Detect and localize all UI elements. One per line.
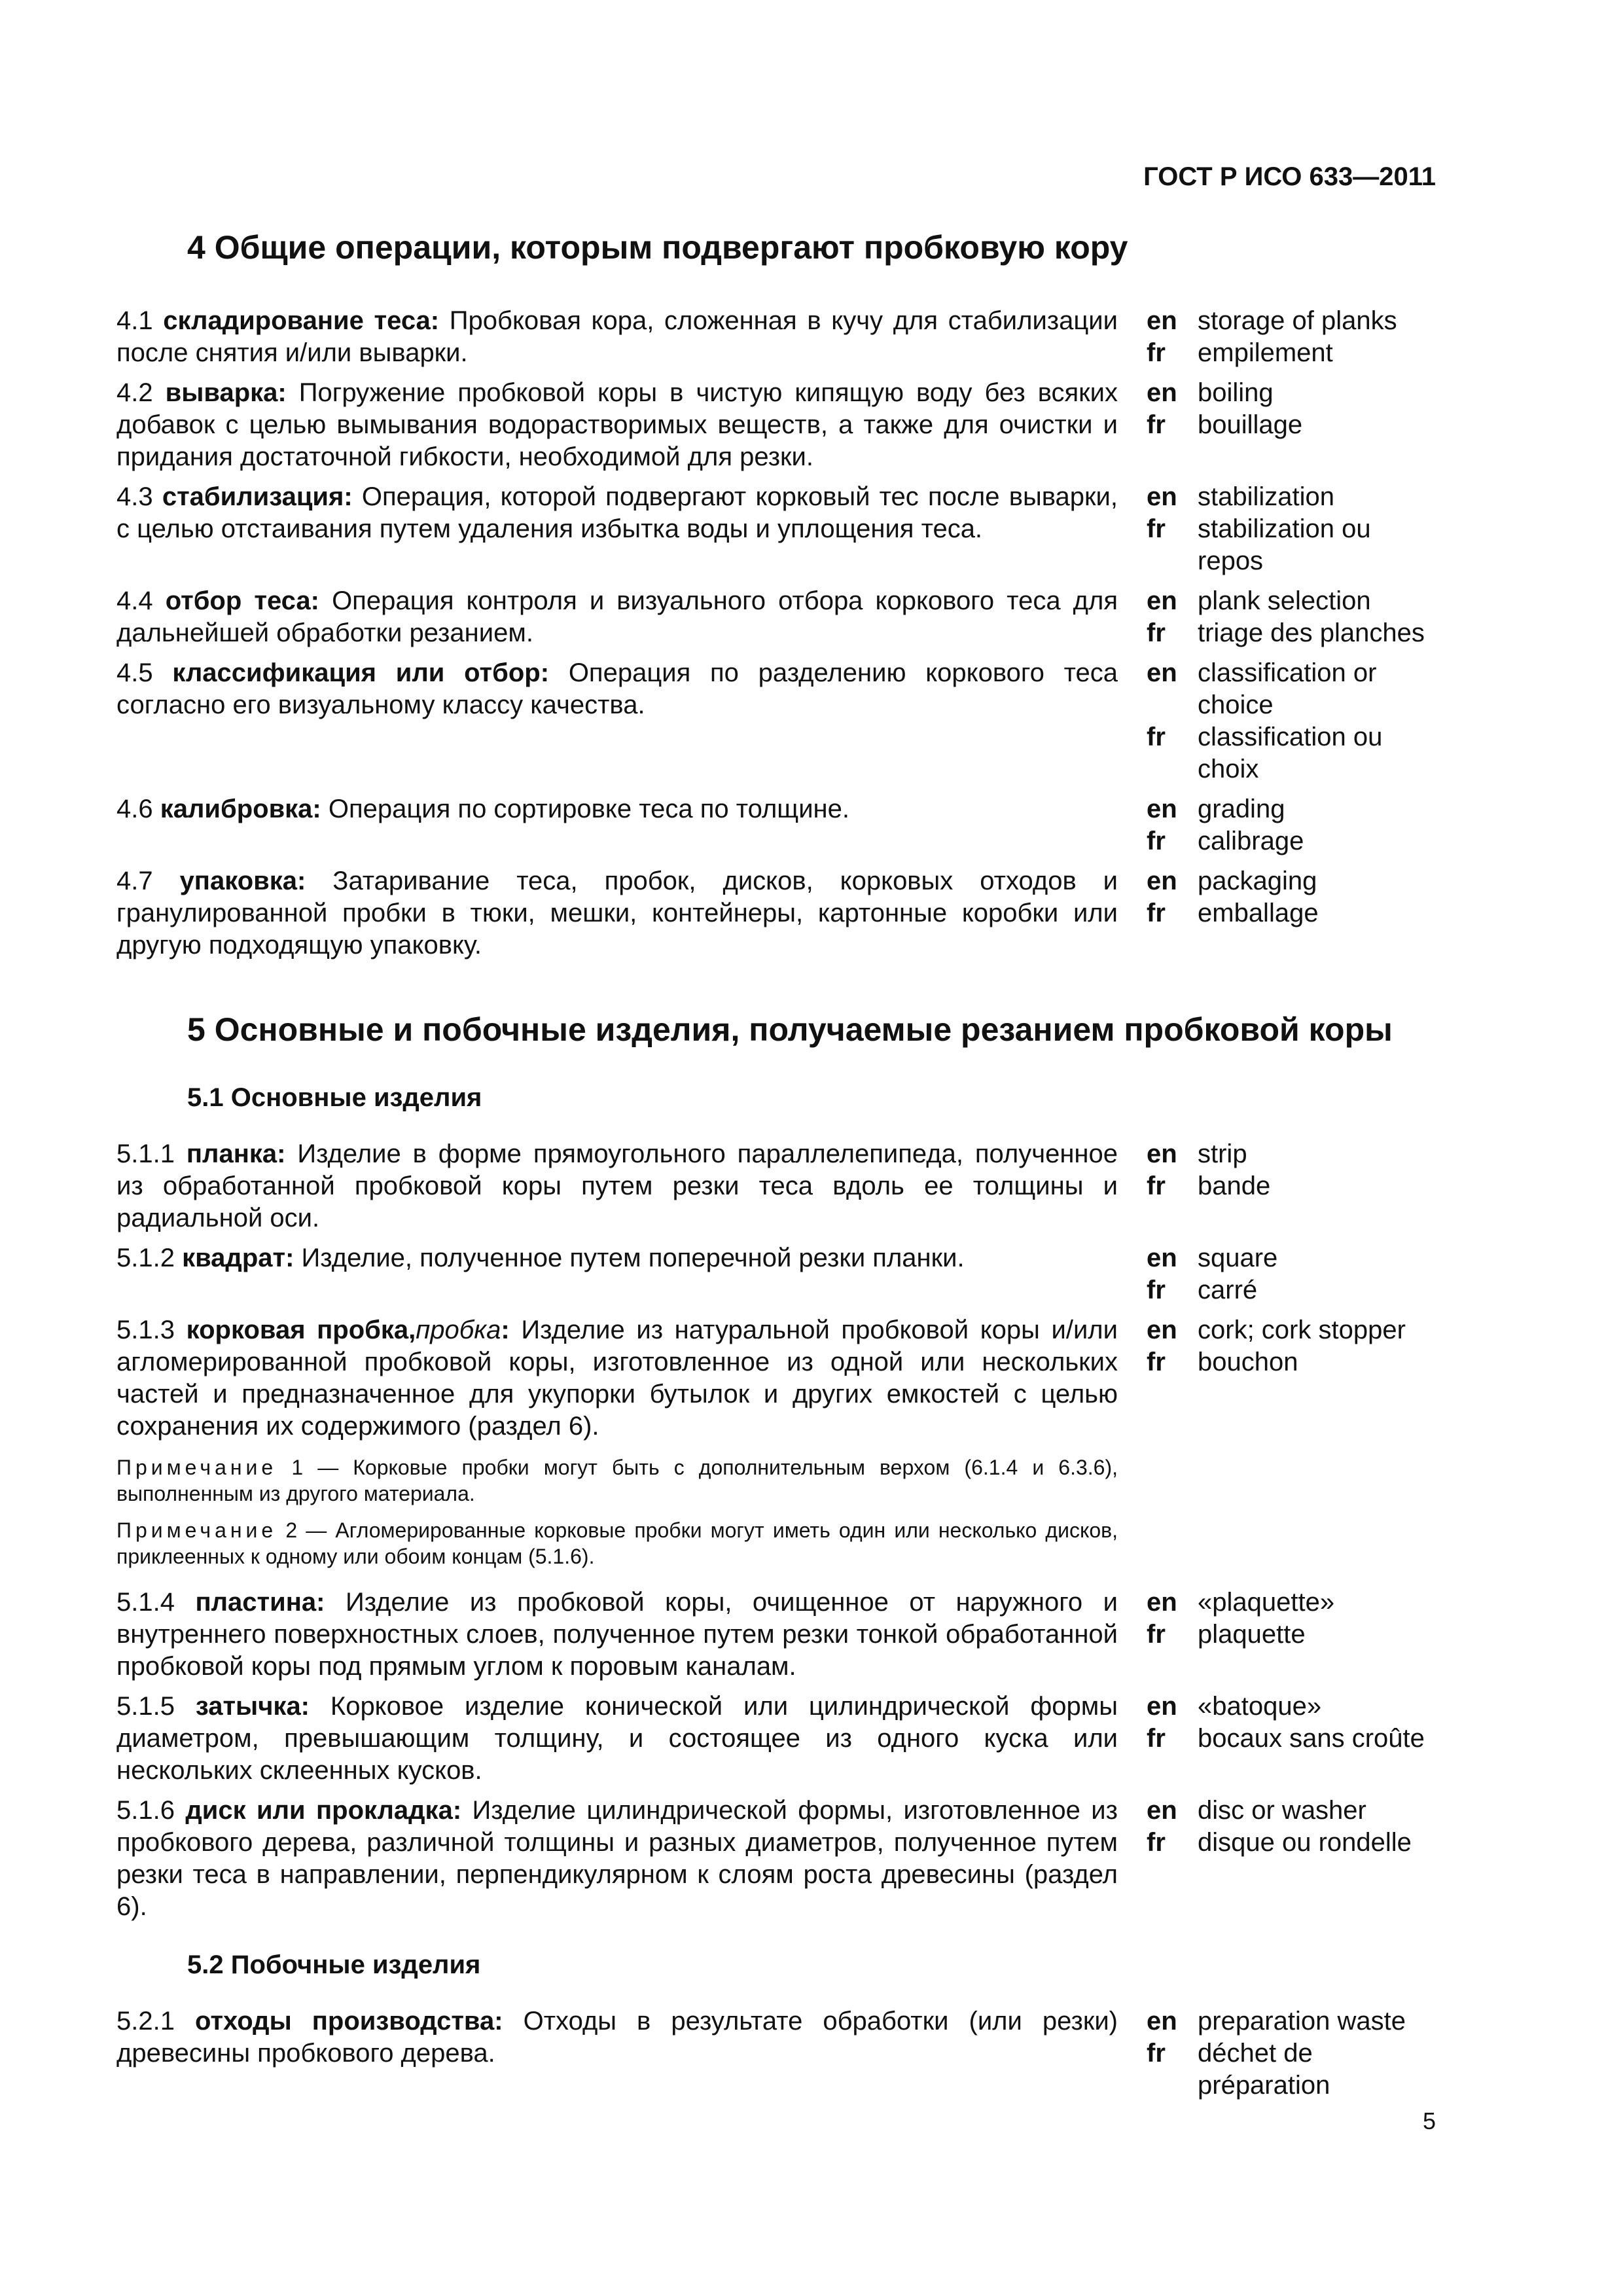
lang-fr-label: fr	[1147, 827, 1166, 855]
term-equivalents	[1147, 793, 1436, 857]
subsection-5-1-title: 5.1 Основные изделия	[187, 1083, 482, 1112]
lang-fr-label: fr	[1147, 410, 1166, 439]
term-number: 4.1	[116, 306, 153, 335]
term-definition	[116, 865, 1118, 961]
term-definition	[116, 793, 1118, 825]
term-name: корковая пробка,	[186, 1316, 416, 1344]
term-number: 5.1.2	[116, 1244, 175, 1272]
term-name: складирование теса:	[163, 306, 440, 335]
term-entry-4-7	[116, 865, 1436, 961]
term-definition	[116, 481, 1118, 545]
term-text: Операция по разделению коркового теса согласно его визуальному классу качества.	[116, 658, 1118, 719]
term-number: 4.6	[116, 795, 153, 823]
term-number: 4.4	[116, 586, 153, 615]
page-content	[116, 228, 1436, 2102]
lang-fr-label: fr	[1147, 2039, 1166, 2068]
note-1	[116, 1454, 1118, 1507]
term-number: 5.1.5	[116, 1692, 175, 1721]
note-label: Примечание	[116, 1518, 277, 1542]
term-number: 4.3	[116, 482, 153, 511]
term-name: стабилизация:	[162, 482, 353, 511]
term-alt-name: пробка	[416, 1316, 501, 1344]
term-en: disc or washer	[1198, 1796, 1366, 1825]
term-fr: bande	[1198, 1172, 1271, 1200]
lang-fr-label: fr	[1147, 1276, 1166, 1304]
lang-fr-label: fr	[1147, 1348, 1166, 1376]
term-definition	[116, 1138, 1118, 1234]
term-fr: carré	[1198, 1276, 1258, 1304]
term-name: упаковка:	[179, 867, 306, 895]
term-fr: bouchon	[1198, 1348, 1298, 1376]
page-number: 5	[1422, 2108, 1436, 2134]
term-number: 5.1.4	[116, 1588, 175, 1617]
term-en: preparation waste	[1198, 2007, 1406, 2036]
term-entry-4-6	[116, 793, 1436, 857]
section-4-title: 4 Общие операции, которым подвергают пробковую кору	[187, 229, 1128, 266]
term-fr: disque ou rondelle	[1198, 1828, 1412, 1857]
term-en: boiling	[1198, 378, 1274, 407]
term-en: «plaquette»	[1198, 1588, 1335, 1617]
term-fr: empilement	[1198, 338, 1333, 367]
term-text: Погружение пробковой коры в чистую кипящую воду без всяких добавок с целью вымывания водорастворимых веществ, а также для очистки и придания достаточной гибкости, необходимой для резки.	[116, 378, 1118, 471]
term-colon: :	[501, 1316, 510, 1344]
term-text: Изделие в форме прямоугольного параллелепипеда, полученное из обработанной пробковой коры путем резки теса вдоль ее толщины и радиальной оси.	[116, 1139, 1118, 1232]
term-entry-4-1	[116, 305, 1436, 369]
term-equivalents	[1147, 377, 1436, 441]
lang-en-label: en	[1147, 1244, 1177, 1272]
term-equivalents	[1147, 1314, 1436, 1378]
lang-fr-label: fr	[1147, 899, 1166, 927]
term-name: отбор теса:	[165, 586, 319, 615]
term-number: 4.5	[116, 658, 153, 687]
term-definition	[116, 1242, 1118, 1274]
term-fr: bocaux sans croûte	[1198, 1724, 1425, 1753]
term-text: Операция контроля и визуального отбора коркового теса для дальнейшей обработки резанием.	[116, 586, 1118, 647]
term-equivalents	[1147, 865, 1436, 929]
term-definition	[116, 1314, 1118, 1443]
term-definition	[116, 1587, 1118, 1683]
term-definition	[116, 585, 1118, 649]
term-text: Затаривание теса, пробок, дисков, корковых отходов и гранулированной пробки в тюки, мешки, контейнеры, картонные коробки или другую подходящую упаковку.	[116, 867, 1118, 960]
term-text: Пробковая кора, сложенная в кучу для стабилизации после снятия и/или выварки.	[116, 306, 1118, 367]
lang-fr-label: fr	[1147, 1620, 1166, 1649]
lang-en-label: en	[1147, 586, 1177, 615]
term-entry-5-2-1	[116, 2005, 1436, 2102]
lang-en-label: en	[1147, 2007, 1177, 2036]
term-fr: calibrage	[1198, 827, 1304, 855]
lang-fr-label: fr	[1147, 1172, 1166, 1200]
term-name: затычка:	[195, 1692, 310, 1721]
lang-fr-label: fr	[1147, 338, 1166, 367]
subsection-5-2-title: 5.2 Побочные изделия	[187, 1950, 481, 1979]
note-number: 1	[291, 1456, 304, 1479]
term-equivalents	[1147, 1691, 1436, 1755]
term-equivalents	[1147, 1242, 1436, 1306]
term-equivalents	[1147, 1795, 1436, 1859]
term-equivalents	[1147, 585, 1436, 649]
term-fr: stabilization ou repos	[1198, 514, 1371, 575]
note-number: 2	[285, 1518, 298, 1542]
term-en: classification or choice	[1198, 658, 1377, 719]
standard-code: ГОСТ Р ИСО 633—2011	[1143, 162, 1436, 191]
term-equivalents	[1147, 1587, 1436, 1651]
lang-fr-label: fr	[1147, 723, 1166, 751]
lang-en-label: en	[1147, 658, 1177, 687]
term-en: plank selection	[1198, 586, 1371, 615]
term-text: Отходы в результате обработки (или резки) древесины пробкового дерева.	[116, 2007, 1118, 2068]
term-entry-4-5	[116, 657, 1436, 785]
term-entry-4-4	[116, 585, 1436, 649]
term-en: «batoque»	[1198, 1692, 1322, 1721]
term-entry-4-3	[116, 481, 1436, 577]
term-definition	[116, 1795, 1118, 1923]
term-definition	[116, 1691, 1118, 1787]
section-5-title: 5 Основные и побочные изделия, получаемые резанием пробковой коры	[187, 1011, 1393, 1048]
note-text: — Агломерированные корковые пробки могут иметь один или несколько дисков, приклеенных к одному или обоим концам (5.1.6).	[116, 1518, 1118, 1568]
term-entry-5-1-5	[116, 1691, 1436, 1787]
term-entry-5-1-6	[116, 1795, 1436, 1923]
term-number: 5.2.1	[116, 2007, 175, 2036]
term-text: Операция, которой подвергают корковый тес после выварки, с целью отстаивания путем удаления избытка воды и уплощения теса.	[116, 482, 1118, 543]
lang-fr-label: fr	[1147, 1724, 1166, 1753]
term-definition	[116, 377, 1118, 473]
term-definition	[116, 2005, 1118, 2070]
note-label: Примечание	[116, 1456, 277, 1479]
lang-en-label: en	[1147, 1139, 1177, 1168]
lang-en-label: en	[1147, 867, 1177, 895]
term-equivalents	[1147, 481, 1436, 577]
term-text: Изделие из пробковой коры, очищенное от наружного и внутреннего поверхностных слоев, полученное путем резки тонкой обработанной пробковой коры под прямым углом к поровым каналам.	[116, 1588, 1118, 1681]
term-text: Изделие, полученное путем поперечной резки планки.	[301, 1244, 965, 1272]
term-entry-4-2	[116, 377, 1436, 473]
term-name: отходы производства:	[195, 2007, 503, 2036]
term-en: storage of planks	[1198, 306, 1397, 335]
term-en: grading	[1198, 795, 1285, 823]
term-entry-5-1-3	[116, 1314, 1436, 1443]
term-fr: bouillage	[1198, 410, 1303, 439]
lang-en-label: en	[1147, 795, 1177, 823]
term-fr: déchet de préparation	[1198, 2039, 1330, 2100]
term-name: пластина:	[195, 1588, 325, 1617]
term-number: 4.7	[116, 867, 153, 895]
note-text: — Корковые пробки могут быть с дополнительным верхом (6.1.4 и 6.3.6), выполненным из другого материала.	[116, 1456, 1118, 1505]
term-name: планка:	[186, 1139, 286, 1168]
lang-en-label: en	[1147, 1588, 1177, 1617]
lang-en-label: en	[1147, 1692, 1177, 1721]
term-en: strip	[1198, 1139, 1247, 1168]
lang-en-label: en	[1147, 1316, 1177, 1344]
term-number: 5.1.1	[116, 1139, 175, 1168]
lang-fr-label: fr	[1147, 1828, 1166, 1857]
term-text: Изделие из натуральной пробковой коры и/или агломерированной пробковой коры, изготовленное из одной или нескольких частей и предназначенное для укупорки бутылок и других емкостей с целью сохранения их содержимого (раздел 6).	[116, 1316, 1118, 1441]
term-entry-5-1-1	[116, 1138, 1436, 1234]
term-equivalents	[1147, 657, 1436, 785]
term-definition	[116, 305, 1118, 369]
term-fr: plaquette	[1198, 1620, 1306, 1649]
term-equivalents	[1147, 2005, 1436, 2102]
term-number: 4.2	[116, 378, 153, 407]
term-name: калибровка:	[160, 795, 321, 823]
term-name: квадрат:	[182, 1244, 294, 1272]
term-fr: emballage	[1198, 899, 1319, 927]
note-2	[116, 1517, 1118, 1570]
lang-fr-label: fr	[1147, 619, 1166, 647]
term-number: 5.1.6	[116, 1796, 175, 1825]
term-fr: classification ou choix	[1198, 723, 1383, 783]
term-definition	[116, 657, 1118, 721]
term-en: stabilization	[1198, 482, 1335, 511]
term-name: диск или прокладка:	[185, 1796, 462, 1825]
term-equivalents	[1147, 305, 1436, 369]
term-en: square	[1198, 1244, 1278, 1272]
term-equivalents	[1147, 1138, 1436, 1202]
term-text: Операция по сортировке теса по толщине.	[328, 795, 849, 823]
lang-fr-label: fr	[1147, 514, 1166, 543]
term-number: 5.1.3	[116, 1316, 175, 1344]
term-name: классификация или отбор:	[172, 658, 550, 687]
term-en: cork; cork stopper	[1198, 1316, 1406, 1344]
lang-en-label: en	[1147, 378, 1177, 407]
term-text: Корковое изделие конической или цилиндрической формы диаметром, превышающим толщину, и состоящее из одного куска или нескольких склеенных кусков.	[116, 1692, 1118, 1785]
term-name: выварка:	[165, 378, 287, 407]
lang-en-label: en	[1147, 1796, 1177, 1825]
term-text: Изделие цилиндрической формы, изготовленное из пробкового дерева, различной толщины и разных диаметров, полученное путем резки теса в направлении, перпендикулярном к слоям роста древесины (раздел 6).	[116, 1796, 1118, 1921]
term-entry-5-1-4	[116, 1587, 1436, 1683]
lang-en-label: en	[1147, 482, 1177, 511]
term-entry-5-1-2	[116, 1242, 1436, 1306]
lang-en-label: en	[1147, 306, 1177, 335]
term-en: packaging	[1198, 867, 1317, 895]
term-fr: triage des planches	[1198, 619, 1425, 647]
